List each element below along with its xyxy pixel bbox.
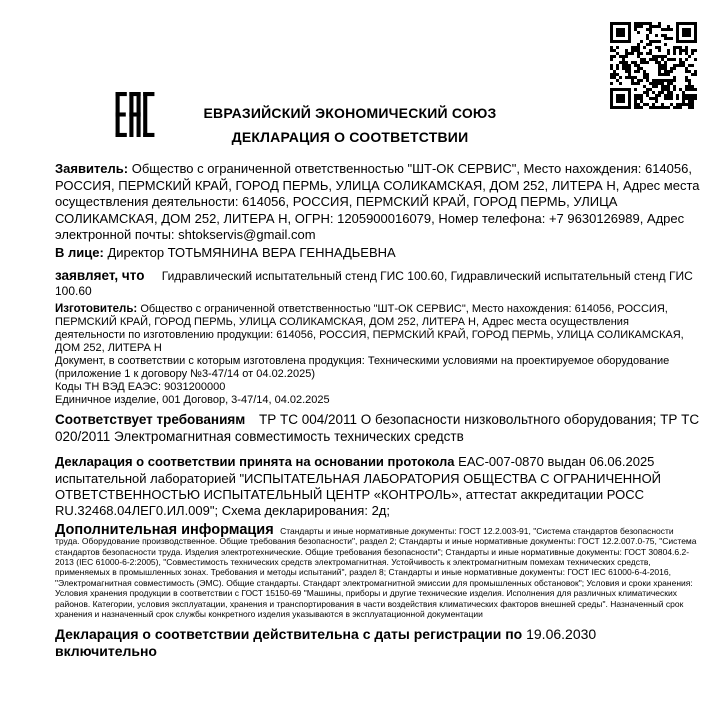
tnved-codes-line: Коды ТН ВЭД ЕАЭС: 9031200000 <box>55 381 226 394</box>
person-label: В лице: <box>55 244 104 260</box>
declares-paragraph <box>55 268 700 301</box>
declares-label: заявляет, что <box>55 267 145 283</box>
basis-label: Декларация о соответствии принята на основании протокола <box>55 454 455 470</box>
declares-text: Гидравлический испытательный стенд ГИС 100.60, Гидравлический испытательный стенд ГИС 100.60 <box>55 268 693 299</box>
qr-code-canvas <box>610 22 697 109</box>
complies-paragraph <box>55 411 700 445</box>
qr-code-icon <box>610 22 697 109</box>
complies-text: ТР ТС 004/2011 О безопасности низковольтного оборудования; ТР ТС 020/2011 Электромагнитная совместимость технических средств <box>55 412 700 445</box>
validity-date: 19.06.2030 <box>526 626 597 643</box>
validity-suffix: включительно <box>55 642 157 659</box>
manufacturer-paragraph <box>55 303 700 355</box>
applicant-label: Заявитель: <box>55 161 129 176</box>
basis-paragraph <box>55 454 700 520</box>
single-item-line: Единичное изделие, 001 Договор, 3-47/14, 04.02.2025 <box>55 394 330 407</box>
union-name-title: ЕВРАЗИЙСКИЙ ЭКОНОМИЧЕСКИЙ СОЮЗ <box>203 105 497 121</box>
manufacturer-text: Общество с ограниченной ответственностью "ШТ-ОК СЕРВИС", Место нахождения: 614056, РОССИЯ, ПЕРМСКИЙ КРАЙ, ГОРОД ПЕРМЬ, УЛИЦА СОЛИКАМСКАЯ, ДОМ 252, ЛИТЕРА Н, Адрес места осуществления деятельности по изготовлению продукции: 614056, РОССИЯ, ПЕРМСКИЙ КРАЙ, ГОРОД ПЕРМЬ, УЛИЦА СОЛИКАМСКАЯ, ДОМ 252, ЛИТЕРА Н <box>55 303 684 355</box>
basis-text: ЕАС-007-0870 выдан 06.06.2025 испытательной лабораторией "ИСПЫТАТЕЛЬНАЯ ЛАБОРАТОРИЯ ОБЩЕСТВА С ОГРАНИЧЕННОЙ ОТВЕТСТВЕННОСТЬЮ ИСПЫТАТЕЛЬНЫЙ ЦЕНТР «КОНТРОЛЬ», аттестат аккредитации РОСС RU.32468.04ЛЕГ0.ИЛ.009"; Схема декларирования: 2д; <box>55 454 662 519</box>
person-text: Директор ТОТЬМЯНИНА ВЕРА ГЕННАДЬЕВНА <box>107 244 396 260</box>
additional-info-text: Стандарты и иные нормативные документы: ГОСТ 12.2.003-91, "Система стандартов безопасности труда. Оборудование производственное. Общие требования безопасности", раздел 2; Стандарты и иные нормативные документы: ГОСТ 12.2.007.0-75, "Система стандартов безопасности труда. Изделия электротехнические. Общие требования безопасности"; Стандарты и иные нормативные документы: ГОСТ 30804.6.2-2013 (IEC 61000-6-2:2005), "Совместимость технических средств электромагнитная. Устойчивость к электромагнитным помехам технических средств, применяемых в промышленных зонах. Требования и методы испытаний", раздел 8; Стандарты и иные нормативные документы: ГОСТ IEC 61000-6-4-2016, "Электромагнитная совместимость (ЭМС). Общие стандарты. Стандарт электромагнитной эмиссии для промышленных обстановок"; Условия и сроки хранения: Условия хранения продукции в соответствии с ГОСТ 15150-69 "Машины, приборы и другие технические изделия. Исполнения для различных климатических районов. Категории, условия эксплуатации, хранения и транспортирования в части воздействия климатических факторов внешней среды". Назначенный срок хранения и назначенный срок службы конкретного изделия указываются в эксплуатационной документации <box>55 525 697 620</box>
applicant-paragraph <box>55 161 700 244</box>
product-document-line: Документ, в соответствии с которым изготовлена продукция: Техническими условиями на проектируемое оборудование (приложение 1 к договору №3-47/14 от 04.02.2025) <box>55 355 670 381</box>
additional-info-label: Дополнительная информация <box>55 521 274 538</box>
document-titles <box>0 101 700 149</box>
manufacturer-label: Изготовитель: <box>55 303 138 316</box>
person-paragraph <box>55 245 700 262</box>
document-body <box>55 161 700 659</box>
doc-type-title: ДЕКЛАРАЦИЯ О СООТВЕТСТВИИ <box>231 129 469 145</box>
applicant-text: Общество с ограниченной ответственностью "ШТ-ОК СЕРВИС", Место нахождения: 614056, РОССИЯ, ПЕРМСКИЙ КРАЙ, ГОРОД ПЕРМЬ, УЛИЦА СОЛИКАМСКАЯ, ДОМ 252, ЛИТЕРА Н, Адрес места осуществления деятельности: 614056, РОССИЯ, ПЕРМСКИЙ КРАЙ, ГОРОД ПЕРМЬ, УЛИЦА СОЛИКАМСКАЯ, ДОМ 252, ЛИТЕРА Н, ОГРН: 1205900016079, Номер телефона: +7 9630126989, Адрес электронной почты: shtokservis@gmail.com <box>55 161 700 243</box>
validity-paragraph <box>55 626 700 659</box>
document-header <box>0 0 724 155</box>
additional-info-paragraph <box>55 521 700 620</box>
complies-label: Соответствует требованиям <box>55 412 246 428</box>
validity-label: Декларация о соответствии действительна с даты регистрации по <box>55 626 523 643</box>
